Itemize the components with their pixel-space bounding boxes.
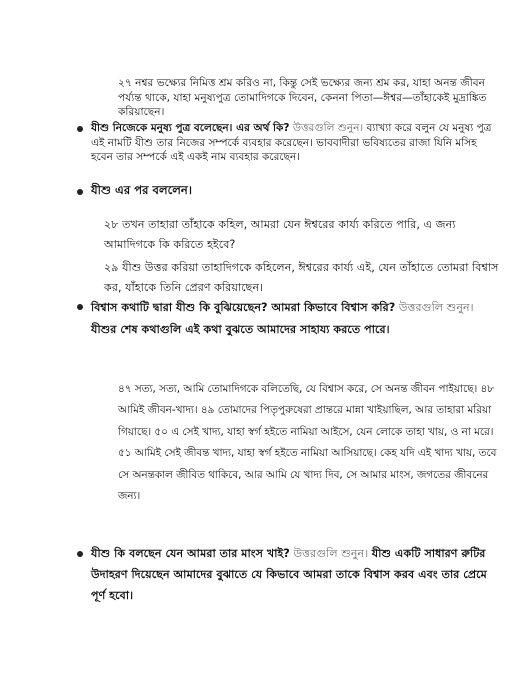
discussion-item-2 xyxy=(91,182,192,201)
bullet-1 xyxy=(77,126,83,132)
item1-body: ব্যাখ্যা করে বলুন যে মনুষ্য পুত্র এই নামটি যীশু তার নিজের সম্পর্কে ব্যবহার করেছেন। ভাববাদীরা ভবিষ্যতের রাজা যিনি মসিহ হবেন তার সম্পর্কে এই একই নাম ব্যবহার করেছেন। xyxy=(91,122,492,164)
item4-question: যীশু কি বলছেন যেন আমরা তার মাংস খাই? xyxy=(91,547,290,560)
item4-prompt: উত্তরগুলি শুনুন। xyxy=(293,547,369,560)
scripture-quote-27: ২৭ নশ্বর ভক্ষ্যের নিমিত্ত শ্রম করিও না, কিন্তু সেই ভক্ষ্যের জন্য শ্রম কর, যাহা অনন্ত জীবন পর্য্যন্ত থাকে, যাহা মনুষ্যপুত্র তোমাদিগকে দিবেন, কেননা পিতা—ঈশ্বর—তাঁহাকেই মুদ্রাঙ্কিত করিয়াছেন। xyxy=(118,77,487,119)
item3-body: যীশুর শেষ কথাগুলি এই কথা বুঝতে আমাদের সাহায্য করতে পারে। xyxy=(91,323,390,336)
item1-prompt: উত্তরগুলি শুনুন। xyxy=(292,122,364,134)
discussion-item-4 xyxy=(91,543,499,606)
scripture-quote-28: ২৮ তখন তাহারা তাঁহাকে কহিল, আমরা যেন ঈশ্বরের কার্য্য করিতে পারি, এ জন্য আমাদিগকে কি করিতে হইবে? xyxy=(104,218,456,252)
item4-body: যীশু একটি সাধারণ রুটির উদাহরণ দিয়েছেন আমাদের বুঝাতে যে কিভাবে আমরা তাকে বিশ্বাস করব এবং তার প্রেমে পূর্ণ হবো। xyxy=(91,547,487,602)
discussion-item-3 xyxy=(91,297,499,341)
bullet-2 xyxy=(77,189,83,195)
scripture-quote-29: ২৯ যীশু উত্তর করিয়া তাহাদিগকে কহিলেন, ঈশ্বরের কার্য্য এই, যেন তাঁহাতে তোমরা বিশ্বাস কর, যাঁহাকে তিনি প্রেরণ করিয়াছেন। xyxy=(104,260,499,295)
item3-question: বিশ্বাস কথাটি দ্বারা যীশু কি বুঝিয়েছেন? আমরা কিভাবে বিশ্বাস করি? xyxy=(91,301,396,314)
bullet-3 xyxy=(77,304,83,310)
scripture-quote-47-51: ৪৭ সত্য, সত্য, আমি তোমাদিগকে বলিতেছি, যে বিশ্বাস করে, সে অনন্ত জীবন পাইয়াছে। ৪৮ আমিই জীবন-খাদ্য। ৪৯ তোমাদের পিতৃপুরুষেরা প্রান্তরে মান্না খাইয়াছিল, আর তাহারা মরিয়া গিয়াছে। ৫০ এ সেই খাদ্য, যাহা স্বর্গ হইতে নামিয়া আইসে, যেন লোকে তাহা খায়, ও না মরে। ৫১ আমিই সেই জীবন্ত খাদ্য, যাহা স্বর্গ হইতে নামিয়া আসিয়াছে। কেহ যদি এই খাদ্য খায়, তবে সে অনন্তকাল জীবিত থাকিবে, আর আমি যে খাদ্য দিব, সে আমার মাংস, জগতের জীবনের জন্য। xyxy=(118,383,497,503)
item3-prompt: উত্তরগুলি শুনুন। xyxy=(398,301,474,314)
item2-text: যীশু এর পর বললেন। xyxy=(91,183,192,197)
scripture-quote-28-29 xyxy=(104,215,499,299)
bullet-4 xyxy=(77,551,83,557)
discussion-item-1 xyxy=(91,121,493,165)
item1-question: যীশু নিজেকে মনুষ্য পুত্র বলেছেন। এর অর্থ কি? xyxy=(91,122,290,134)
